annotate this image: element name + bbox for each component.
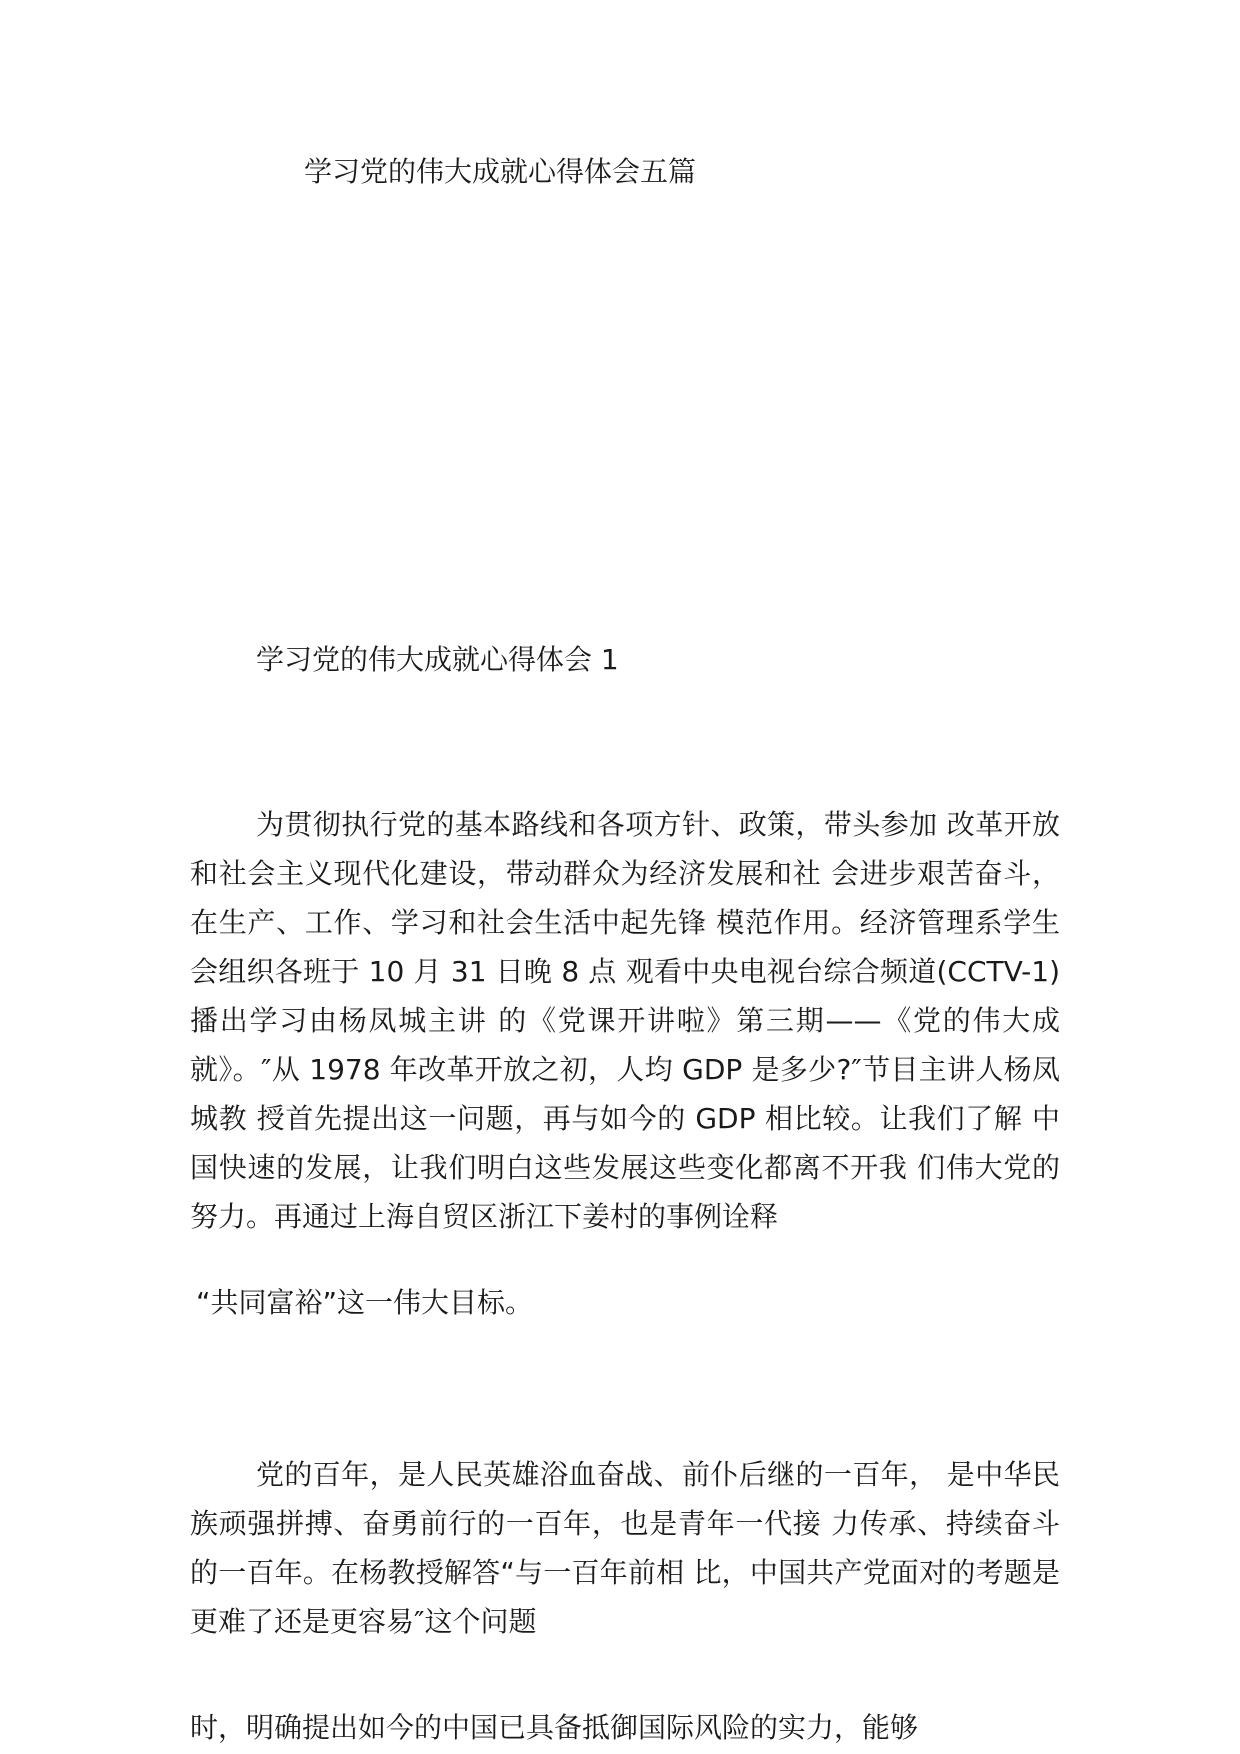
- document-title: 学习党的伟大成就心得体会五篇: [304, 155, 697, 188]
- paragraph-3: 党的百年，是人民英雄浴血奋战、前仆后继的一百年， 是中华民族顽强拼搏、奋勇前行的一百年，也是青年一代接 力传承、持续奋斗的一百年。在杨教授解答“与一百年前相 比，中国共产党面对的考题是更难了还是更容易″这个问题: [190, 1458, 1060, 1638]
- section-title: 学习党的伟大成就心得体会 1: [256, 643, 619, 676]
- paragraph-1: 为贯彻执行党的基本路线和各项方针、政策，带头参加 改革开放和社会主义现代化建设，带动群众为经济发展和社 会进步艰苦奋斗，在生产、工作、学习和社会生活中起先锋 模范作用。经济管理系学生会组织各班于 10 月 31 日晚 8 点 观看中央电视台综合频道(CCTV-1) 播出学习由杨凤城主讲 的《党课开讲啦》第三期——《党的伟大成就》。″从 1978 年改革开放之初，人均 GDP 是多少?″节目主讲人杨凤城教 授首先提出这一问题，再与如今的 GDP 相比较。让我们了解 中国快速的发展，让我们明白这些发展这些变化都离不开我 们伟大党的努力。再通过上海自贸区浙江下姜村的事例诠释: [190, 808, 1060, 1233]
- paragraph-2: “共同富裕”这一伟大目标。: [196, 1286, 534, 1319]
- paragraph-4: 时，明确提出如今的中国已具备抵御国际风险的实力，能够: [190, 1711, 919, 1744]
